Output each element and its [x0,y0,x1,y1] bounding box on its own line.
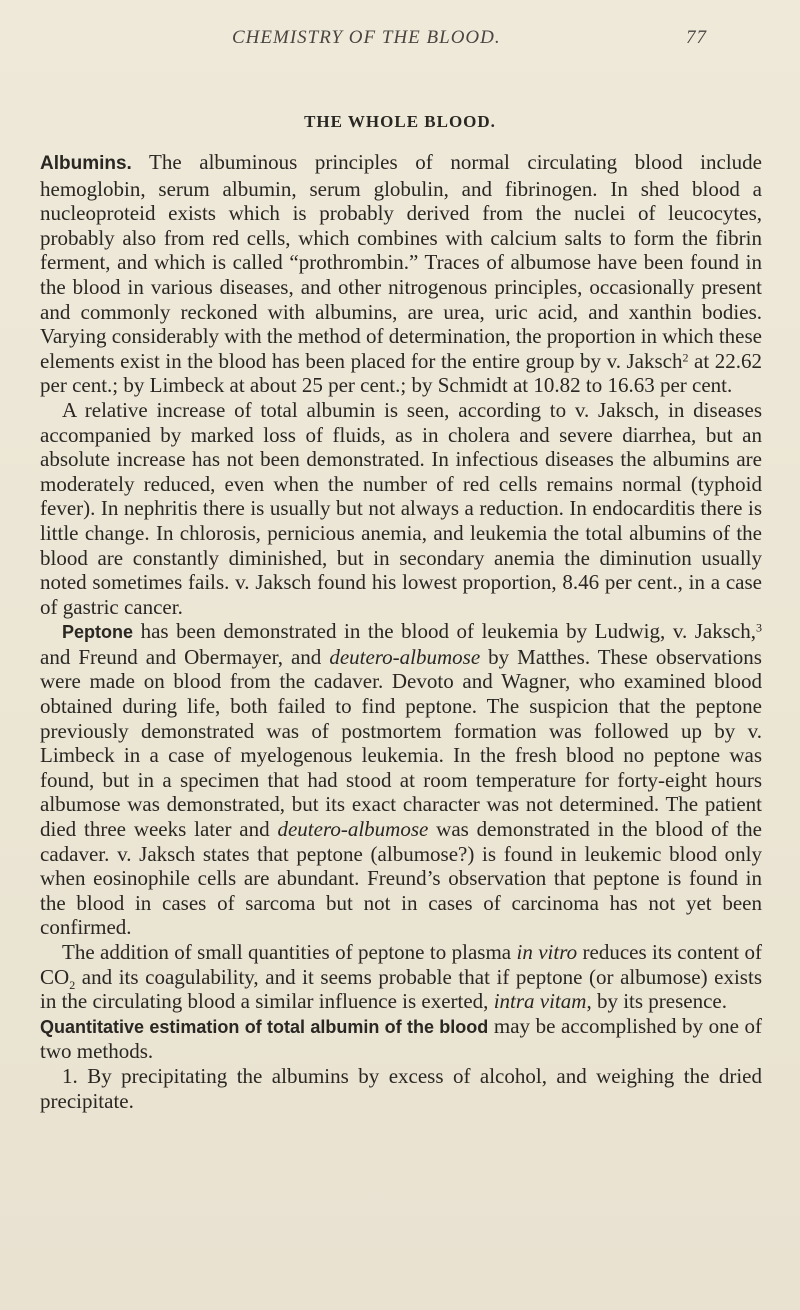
paragraph-lead: Peptone [62,622,134,643]
footnote-ref: 2 [682,350,689,365]
paragraph-text: The addition of small quantities of peptone to plasma [62,940,517,964]
paragraph-peptone-addition [40,940,762,1014]
paragraph-text: and Freund and Obermayer, and [40,644,330,669]
subscript: 2 [69,977,76,992]
paragraph-text: The albuminous principles of normal circulating blood include hemoglobin, serum albumin, serum globulin, and fibrinogen. In shed blood a nucleoproteid exists which is probably derived from the nuclei of leucocytes, probably also from red cells, which combines with calcium salts to form the fibrin ferment, and which is called “prothrombin.” Traces of albumose have been found in the blood in various diseases, and other nitrogenous principles, occasionally present and commonly reckoned with albumins, are urea, uric acid, and xanthin bodies. Varying considerably with the method of determination, the proportion in which these elements exist in the blood has been placed for the entire group by v. Jaksch [40,150,762,373]
footnote-ref: 3 [756,620,762,635]
paragraph-quantitative [40,1014,762,1064]
paragraph-text: at 22.62 per cent.; by Limbeck at about 25 per cent.; by Schmidt at 10.82 to 16.63 per cent. [40,348,762,398]
paragraph-text: and its coagulability, and it seems probable that if peptone (or albumose) exists in the circulating blood a similar influence is exerted, [40,964,762,1014]
paragraph-text: by Matthes. These observations were made on blood from the cadaver. Devoto and Wagner, who examined blood obtained during life, both failed to find peptone. The suspicion that the peptone previously demonstrated was of postmortem formation was followed up by v. Limbeck in a case of myelogenous leukemia. In the fresh blood no peptone was found, but in a specimen that had stood at room temperature for forty-eight hours albumose was demonstrated, but its exact character was not determined. The patient died three weeks later and [40,644,762,842]
paragraph-relative-increase [40,398,762,619]
italic-term: deutero-albumose [277,817,429,842]
paragraph-text: A relative increase of total albumin is seen, according to v. Jaksch, in diseases accompanied by marked loss of fluids, as in cholera and severe diarrhea, but an absolute increase has not been demonstrated. In infectious diseases the albumins are moderately reduced, even when the number of red cells remains normal (typhoid fever). In nephritis there is usually but not always a reduction. In endocarditis there is little change. In chlorosis, pernicious anemia, and leukemia the total albumins of the blood are constantly diminished, but in secondary anemia the diminution usually noted sometimes fails. v. Jaksch found his lowest proportion, 8.46 per cent., in a case of gastric cancer. [40,397,762,619]
paragraph-text: reduces its content of CO [40,940,762,989]
paragraph-text: has been demonstrated in the blood of leukemia by Ludwig, v. Jaksch, [133,619,756,644]
paragraph-text: , by its presence. [586,989,727,1014]
paragraph-text: may be accomplished by one of two methods. [40,1013,762,1064]
running-head [0,27,800,57]
paragraph-lead: Albumins. [40,153,132,174]
paragraph-albumins [40,150,762,398]
running-title: CHEMISTRY OF THE BLOOD. [232,27,501,48]
paragraph-text: was demonstrated in the blood of the cadaver. v. Jaksch states that peptone (albumose?) is found in leukemic blood only when eosinophile cells are abundant. Freund’s observation that peptone is found in the blood in cases of sarcoma but not in cases of carcinoma has not yet been confirmed. [40,817,763,940]
paragraph-text: 1. By precipitating the albumins by excess of alcohol, and weighing the dried precipitate. [40,1063,762,1113]
italic-term: in vitro [516,940,578,964]
italic-term: intra vitam [493,989,587,1014]
page-number: 77 [686,27,707,48]
paragraph-method-1 [40,1064,762,1113]
paragraph-lead: Quantitative estimation of total albumin of the blood [40,1016,489,1037]
paragraph-peptone [40,619,762,940]
italic-term: deutero-albumose [329,644,481,669]
section-title: THE WHOLE BLOOD. [304,112,496,131]
body-text [40,150,762,1113]
